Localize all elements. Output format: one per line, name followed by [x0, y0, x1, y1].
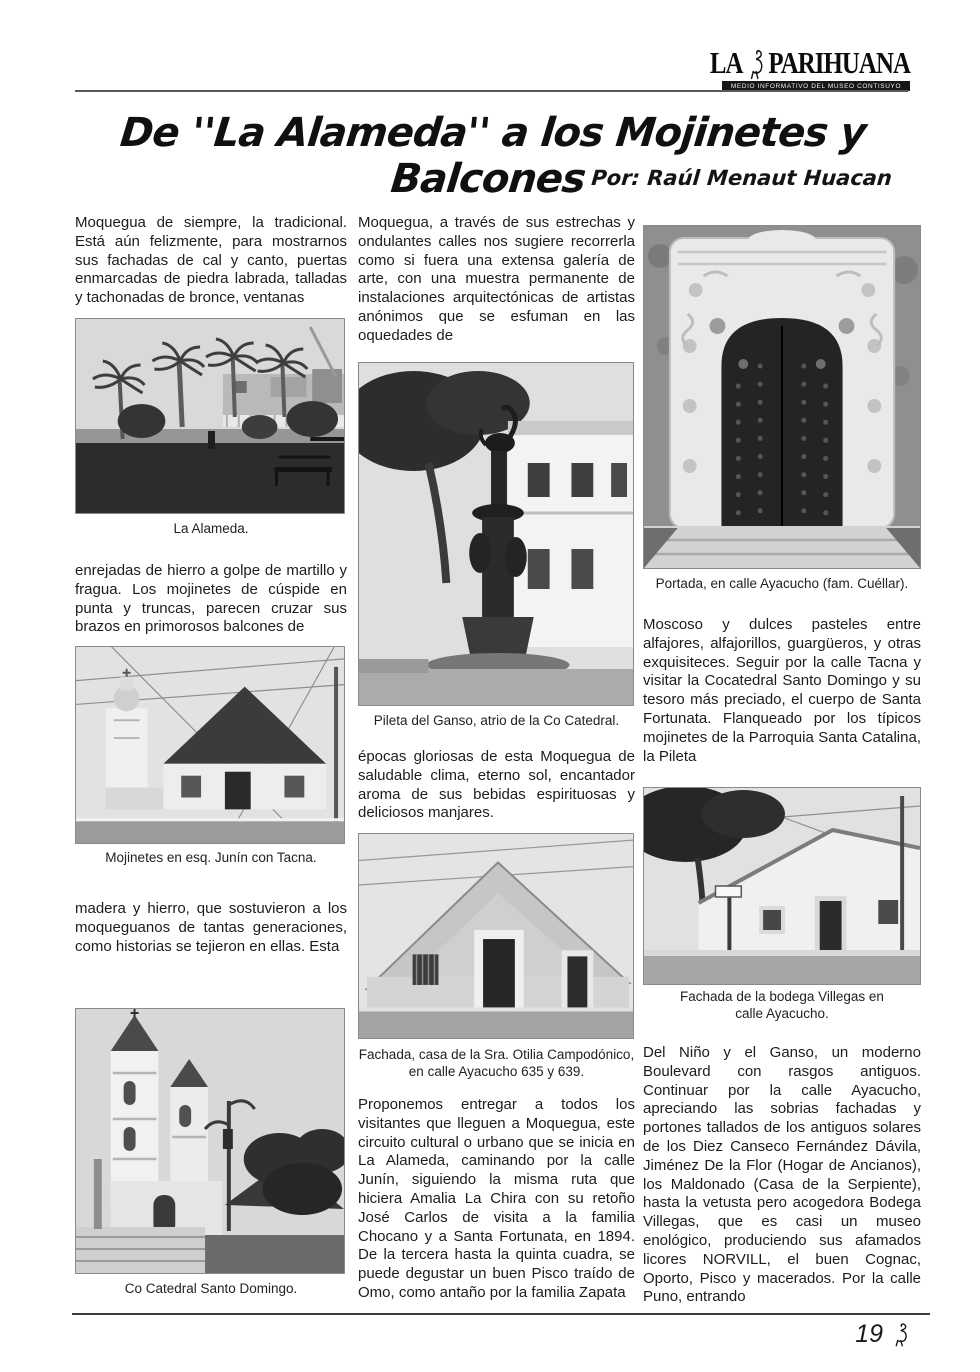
photo-co-catedral	[75, 1008, 345, 1274]
masthead	[709, 45, 910, 91]
article-paragraph: Del Niño y el Ganso, un moderno Boulevard con rasgos antiguos. Continuar por la calle Ayacucho, apreciando las sobrias fachadas y portones tallados de los antiguos solares de los Diez Canseco Fernández Dávila, Jiménez De la Flor (Hogar de Ancianos), los Maldonado (Casa de la Serpiente), hasta la vetusta pero acogedora Bodega Villegas, que es casi un museo enológico, produciendo sus afamados licores NORVILL, el buen Cognac, Oporto, Pisco y macerados. Por la calle Puno, entrando	[643, 1044, 921, 1306]
article-paragraph: épocas gloriosas de esta Moquegua de saludable clima, eterno sol, encantador aroma de sus bebidas espirituosas y deliciosos manjares.	[358, 748, 635, 822]
carved-stone-portal-image	[644, 226, 920, 568]
article-paragraph: Proponemos entregar a todos los visitantes que lleguen a Moquegua, este circuito cultural o urbano que se inicia en La Alameda, caminando por la calle Junín, siguiendo la misma ruta que hiciera Amalia La Chira con su retoño José Carlos de visita a la familia Chocano y a Santa Fortunata, en 1894. De la tercera hasta la quinta cuadra, se puede degustar un buen Pisco traído de Omo, como antaño por la familia Zapata	[358, 1096, 635, 1301]
photo-bodega-villegas	[643, 787, 921, 985]
page-number	[790, 1320, 910, 1349]
la-alameda-park-image	[76, 319, 344, 513]
flamingo-icon	[890, 1321, 910, 1348]
article-paragraph: enrejadas de hierro a golpe de martillo y fragua. Los mojinetes de cúspide en punta y truncas, parecen cruzar sus brazos en primorosos balcones de	[75, 562, 347, 636]
cathedral-towers-image	[76, 1009, 344, 1273]
photo-caption: Mojinetes en esq. Junín con Tacna.	[105, 850, 317, 865]
photo-caption: Fachada de la bodega Villegas en calle Ayacucho.	[680, 989, 884, 1021]
footer-rule	[72, 1313, 930, 1315]
photo-portada-cuellar	[643, 225, 921, 569]
mojinete-house-facade-image	[359, 834, 633, 1038]
article-paragraph: Moquegua de siempre, la tradicional. Está aún felizmente, para mostrarnos sus fachadas de cal y canto, puertas enmarcadas de piedra labrada, talladas y tachonadas de bronce, ventanas	[75, 214, 347, 307]
article-paragraph: Moquegua, a través de sus estrechas y ondulantes calles nos sugiere recorrerla como si fuera una extensa galería de arte, con una muestra permanente de instalaciones arquitectónicas de artistas anónimos que se esfuman en las oquedades de	[358, 214, 635, 344]
photo-casa-campodonico	[358, 833, 634, 1039]
photo-mojinetes-junin-tacna	[75, 646, 345, 844]
article-byline: Por: Raúl Menaut Huacan	[590, 166, 894, 190]
masthead-tagline: MEDIO INFORMATIVO DEL MUSEO CONTISUYO	[722, 81, 910, 91]
bodega-street-image	[644, 788, 920, 984]
photo-caption: La Alameda.	[173, 521, 249, 536]
page-number-value: 19	[855, 1320, 883, 1348]
header-rule	[75, 90, 908, 92]
flamingo-icon	[745, 46, 765, 80]
article-paragraph: Moscoso y dulces pasteles entre alfajores, alfajorillos, guargüeros, y otras exquisiteces. Seguir por la calle Tacna y visitar la Cocatedral Santo Domingo y su tesoro más preciado, el cuerpo de Santa Fortunata. Flanqueado por los típicos mojinetes de la Parroquia Santa Catalina, la Pileta	[643, 616, 921, 765]
masthead-parihuana: PARIHUANA	[768, 45, 910, 81]
masthead-title	[709, 45, 910, 81]
article-paragraph: madera y hierro, que sostuvieron a los moqueguanos de tantas generaciones, como historias se tejieron en ellas. Esta	[75, 900, 347, 955]
goose-fountain-image	[359, 363, 633, 705]
article-title: De ''La Alameda'' a los Mojinetes y Balcones	[118, 110, 868, 202]
photo-pileta-del-ganso	[358, 362, 634, 706]
mojinetes-church-image	[76, 647, 344, 843]
photo-caption: Portada, en calle Ayacucho (fam. Cuéllar).	[655, 576, 909, 591]
photo-caption: Fachada, casa de la Sra. Otilia Campodónico, en calle Ayacucho 635 y 639.	[358, 1047, 635, 1079]
photo-la-alameda	[75, 318, 345, 514]
masthead-la: LA	[709, 45, 743, 81]
photo-caption: Co Catedral Santo Domingo.	[124, 1281, 298, 1296]
photo-caption: Pileta del Ganso, atrio de la Co Catedral.	[373, 713, 620, 728]
